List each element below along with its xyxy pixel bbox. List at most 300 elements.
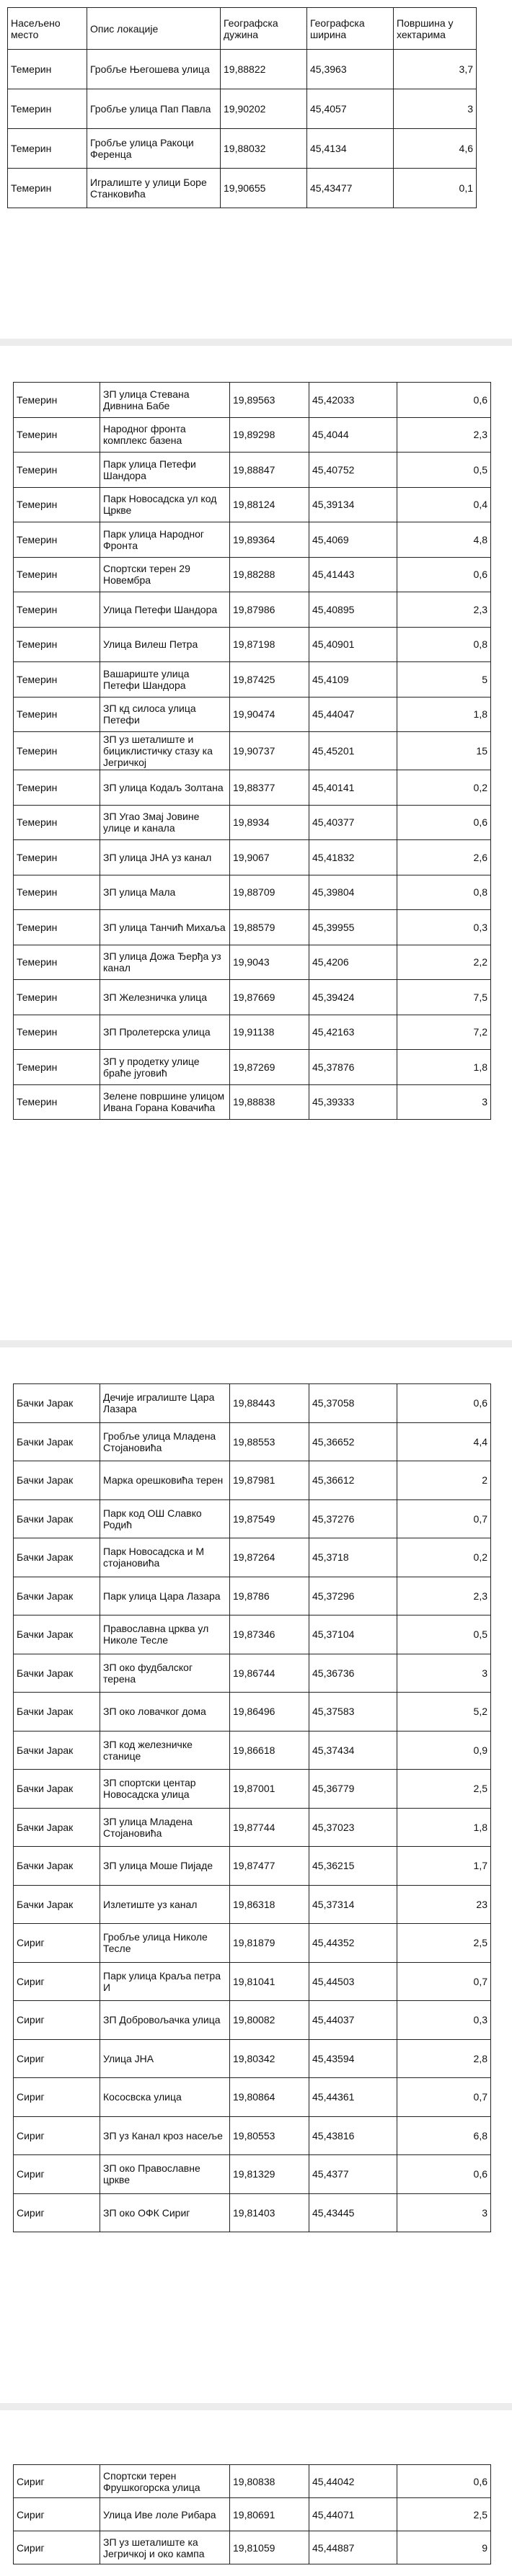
cell-description: Парк улица Краља петра И (100, 1962, 230, 2001)
cell-longitude: 19,88822 (221, 50, 307, 89)
cell-longitude: 19,90655 (221, 169, 307, 208)
cell-place: Бачки Јарак (14, 1422, 100, 1461)
cell-place: Темерин (14, 910, 100, 945)
cell-latitude: 45,43594 (309, 2039, 397, 2078)
cell-description: Излетиште уз канал (100, 1885, 230, 1924)
cell-longitude: 19,8934 (230, 805, 309, 840)
cell-longitude: 19,9067 (230, 840, 309, 875)
header-area: Површина у хектарима (394, 8, 477, 50)
table-row (14, 1885, 491, 1924)
cell-latitude: 45,44047 (309, 697, 397, 732)
cell-longitude: 19,90737 (230, 732, 309, 770)
cell-description: Парк код ОШ Славко Родић (100, 1499, 230, 1538)
cell-description: ЗП улица Младена Стојановића (100, 1808, 230, 1847)
cell-longitude: 19,90474 (230, 697, 309, 732)
cell-description: ЗП Угао Змај Јовине улице и канала (100, 805, 230, 840)
cell-place: Темерин (14, 383, 100, 418)
cell-latitude: 45,3718 (309, 1538, 397, 1577)
header-latitude: Географска ширина (307, 8, 394, 50)
cell-area: 0,7 (397, 1499, 491, 1538)
cell-description: ЗП око ловачког дома (100, 1693, 230, 1732)
cell-place: Темерин (14, 592, 100, 628)
cell-longitude: 19,80553 (230, 2116, 309, 2155)
cell-area: 3 (397, 1084, 491, 1120)
cell-place: Сириг (14, 2193, 100, 2232)
cell-longitude: 19,86496 (230, 1693, 309, 1732)
table-row (14, 662, 491, 698)
cell-area: 2,3 (397, 592, 491, 628)
cell-latitude: 45,44071 (309, 2498, 397, 2531)
table-row (14, 840, 491, 875)
cell-latitude: 45,39333 (309, 1084, 397, 1120)
cell-longitude: 19,8786 (230, 1577, 309, 1615)
cell-longitude: 19,88032 (221, 129, 307, 169)
table-row (14, 1461, 491, 1500)
cell-latitude: 45,45201 (309, 732, 397, 770)
cell-place: Темерин (14, 1050, 100, 1085)
cell-longitude: 19,87981 (230, 1461, 309, 1500)
cell-latitude: 45,40901 (309, 627, 397, 662)
cell-latitude: 45,39424 (309, 980, 397, 1015)
cell-place: Бачки Јарак (14, 1885, 100, 1924)
cell-area: 0,6 (397, 383, 491, 418)
cell-longitude: 19,91138 (230, 1015, 309, 1050)
cell-description: ЗП улица ЈНА уз канал (100, 840, 230, 875)
cell-area: 0,5 (397, 1615, 491, 1654)
cell-longitude: 19,87669 (230, 980, 309, 1015)
cell-area: 2,3 (397, 417, 491, 453)
cell-latitude: 45,37314 (309, 1885, 397, 1924)
cell-latitude: 45,4044 (309, 417, 397, 453)
page-gap (0, 339, 512, 346)
cell-area: 0,1 (394, 169, 477, 208)
cell-longitude: 19,88288 (230, 557, 309, 592)
cell-description: ЗП улица Стевана Дивнина Бабе (100, 383, 230, 418)
cell-longitude: 19,88838 (230, 1084, 309, 1120)
cell-latitude: 45,39134 (309, 487, 397, 522)
cell-description: Улица ЈНА (100, 2039, 230, 2078)
cell-latitude: 45,36736 (309, 1654, 397, 1693)
cell-place: Бачки Јарак (14, 1461, 100, 1500)
table-row (14, 1615, 491, 1654)
cell-place: Темерин (8, 89, 87, 129)
table-row (14, 1654, 491, 1693)
cell-longitude: 19,86744 (230, 1654, 309, 1693)
cell-longitude: 19,87744 (230, 1808, 309, 1847)
table-row (14, 697, 491, 732)
cell-longitude: 19,89364 (230, 522, 309, 558)
cell-latitude: 45,44352 (309, 1924, 397, 1963)
table-row (14, 2465, 491, 2498)
cell-area: 0,4 (397, 487, 491, 522)
table-row (14, 1847, 491, 1886)
cell-description: ЗП улица Мала (100, 875, 230, 910)
table-row (14, 2498, 491, 2531)
cell-place: Сириг (14, 2498, 100, 2531)
cell-longitude: 19,88443 (230, 1384, 309, 1423)
cell-area: 5,2 (397, 1693, 491, 1732)
cell-place: Сириг (14, 1962, 100, 2001)
cell-place: Темерин (14, 945, 100, 980)
cell-area: 7,2 (397, 1015, 491, 1050)
table-row (14, 1731, 491, 1770)
cell-description: Гробље Његошева улица (87, 50, 221, 89)
cell-description: Православна црква ул Николе Тесле (100, 1615, 230, 1654)
table-row (14, 980, 491, 1015)
page-gap (0, 1340, 512, 1347)
cell-area: 15 (397, 732, 491, 770)
cell-place: Темерин (14, 627, 100, 662)
cell-area: 5 (397, 662, 491, 698)
cell-latitude: 45,37296 (309, 1577, 397, 1615)
cell-area: 0,6 (397, 2465, 491, 2498)
header-description: Опис локације (87, 8, 221, 50)
cell-description: Гробље улица Ракоци Ференца (87, 129, 221, 169)
cell-longitude: 19,81059 (230, 2531, 309, 2564)
cell-area: 2,6 (397, 840, 491, 875)
cell-longitude: 19,81879 (230, 1924, 309, 1963)
cell-area: 0,7 (397, 1962, 491, 2001)
cell-latitude: 45,44361 (309, 2078, 397, 2117)
cell-area: 0,2 (397, 1538, 491, 1577)
cell-place: Темерин (14, 453, 100, 488)
table-row (14, 417, 491, 453)
cell-latitude: 45,37434 (309, 1731, 397, 1770)
cell-description: ЗП улица Танчић Михаља (100, 910, 230, 945)
cell-place: Бачки Јарак (14, 1577, 100, 1615)
cell-area: 0,5 (397, 453, 491, 488)
cell-latitude: 45,3963 (307, 50, 394, 89)
locations-table-page-3 (13, 1383, 491, 2232)
table-row (14, 945, 491, 980)
cell-longitude: 19,81041 (230, 1962, 309, 2001)
cell-place: Темерин (14, 662, 100, 698)
cell-latitude: 45,39955 (309, 910, 397, 945)
cell-area: 2,2 (397, 945, 491, 980)
cell-description: Парк Новосадска ул код Цркве (100, 487, 230, 522)
cell-place: Темерин (14, 557, 100, 592)
cell-latitude: 45,39804 (309, 875, 397, 910)
cell-latitude: 45,43445 (309, 2193, 397, 2232)
cell-description: ЗП уз Канал кроз насеље (100, 2116, 230, 2155)
cell-place: Темерин (8, 169, 87, 208)
cell-longitude: 19,81329 (230, 2155, 309, 2194)
cell-longitude: 19,88847 (230, 453, 309, 488)
table-row (14, 1015, 491, 1050)
cell-latitude: 45,36215 (309, 1847, 397, 1886)
cell-place: Темерин (14, 770, 100, 806)
cell-description: Улица Петефи Шандора (100, 592, 230, 628)
table-row (14, 1577, 491, 1615)
table-row (14, 1808, 491, 1847)
cell-description: Дечије игралиште Цара Лазара (100, 1384, 230, 1423)
cell-description: ЗП око ОФК Сириг (100, 2193, 230, 2232)
table-row (14, 732, 491, 770)
cell-place: Сириг (14, 2531, 100, 2564)
cell-description: ЗП улица Дожа Ђерђа уз канал (100, 945, 230, 980)
cell-description: Кососвска улица (100, 2078, 230, 2117)
cell-latitude: 45,37583 (309, 1693, 397, 1732)
table-row (14, 1693, 491, 1732)
cell-area: 0,9 (397, 1731, 491, 1770)
cell-place: Бачки Јарак (14, 1770, 100, 1809)
cell-description: Улица Вилеш Петра (100, 627, 230, 662)
cell-area: 4,4 (397, 1422, 491, 1461)
table-row (14, 627, 491, 662)
cell-place: Темерин (14, 1084, 100, 1120)
cell-area: 2,5 (397, 1924, 491, 1963)
table-row (14, 2001, 491, 2040)
cell-place: Темерин (14, 732, 100, 770)
cell-area: 4,8 (397, 522, 491, 558)
table-row (14, 557, 491, 592)
cell-place: Бачки Јарак (14, 1615, 100, 1654)
cell-description: Зелене површине улицом Ивана Горана Ковачића (100, 1084, 230, 1120)
table-row (14, 910, 491, 945)
table-row (8, 89, 477, 129)
locations-table-page-2 (13, 382, 491, 1120)
cell-latitude: 45,40752 (309, 453, 397, 488)
cell-longitude: 19,88553 (230, 1422, 309, 1461)
cell-area: 1,7 (397, 1847, 491, 1886)
cell-description: ЗП спортски центар Новосадска улица (100, 1770, 230, 1809)
cell-area: 0,3 (397, 2001, 491, 2040)
cell-place: Сириг (14, 1924, 100, 1963)
cell-longitude: 19,87001 (230, 1770, 309, 1809)
table-row (14, 2531, 491, 2564)
cell-longitude: 19,87549 (230, 1499, 309, 1538)
table-row (8, 169, 477, 208)
cell-area: 1,8 (397, 1808, 491, 1847)
cell-latitude: 45,4069 (309, 522, 397, 558)
cell-latitude: 45,42163 (309, 1015, 397, 1050)
table-row (14, 1084, 491, 1120)
table-row (14, 2039, 491, 2078)
cell-area: 2,5 (397, 2498, 491, 2531)
cell-place: Бачки Јарак (14, 1693, 100, 1732)
cell-place: Бачки Јарак (14, 1384, 100, 1423)
table-row (14, 875, 491, 910)
cell-latitude: 45,4377 (309, 2155, 397, 2194)
cell-place: Темерин (14, 840, 100, 875)
cell-place: Сириг (14, 2078, 100, 2117)
cell-description: Марка орешковића терен (100, 1461, 230, 1500)
cell-description: Парк улица Петефи Шандора (100, 453, 230, 488)
cell-area: 2 (397, 1461, 491, 1500)
cell-latitude: 45,41832 (309, 840, 397, 875)
page-gap (0, 2403, 512, 2410)
cell-place: Темерин (14, 697, 100, 732)
cell-description: Вашариште улица Петефи Шандора (100, 662, 230, 698)
cell-latitude: 45,37023 (309, 1808, 397, 1847)
cell-latitude: 45,40895 (309, 592, 397, 628)
cell-latitude: 45,37058 (309, 1384, 397, 1423)
cell-description: Спортски терен Фрушкогорска улица (100, 2465, 230, 2498)
cell-place: Сириг (14, 2039, 100, 2078)
cell-latitude: 45,44037 (309, 2001, 397, 2040)
cell-longitude: 19,88124 (230, 487, 309, 522)
cell-description: Спортски терен 29 Новембра (100, 557, 230, 592)
table-row (14, 1050, 491, 1085)
cell-longitude: 19,86318 (230, 1885, 309, 1924)
cell-longitude: 19,87264 (230, 1538, 309, 1577)
cell-area: 0,8 (397, 627, 491, 662)
table-row (8, 50, 477, 89)
cell-place: Бачки Јарак (14, 1499, 100, 1538)
cell-description: ЗП улица Кодаљ Золтана (100, 770, 230, 806)
cell-description: ЗП Железничка улица (100, 980, 230, 1015)
cell-description: ЗП улица Моше Пијаде (100, 1847, 230, 1886)
cell-area: 0,3 (397, 910, 491, 945)
table-row (14, 1962, 491, 2001)
table-row (14, 1499, 491, 1538)
cell-area: 3,7 (394, 50, 477, 89)
cell-latitude: 45,4109 (309, 662, 397, 698)
cell-area: 0,2 (397, 770, 491, 806)
cell-description: ЗП Добровољачка улица (100, 2001, 230, 2040)
cell-area: 0,8 (397, 875, 491, 910)
cell-description: ЗП уз шеталиште и бициклистичку стазу ка Јегричкој (100, 732, 230, 770)
cell-place: Темерин (14, 980, 100, 1015)
cell-place: Бачки Јарак (14, 1808, 100, 1847)
header-longitude: Географска дужина (221, 8, 307, 50)
table-row (14, 1538, 491, 1577)
cell-latitude: 45,36612 (309, 1461, 397, 1500)
cell-latitude: 45,4134 (307, 129, 394, 169)
cell-area: 0,6 (397, 2155, 491, 2194)
cell-longitude: 19,87269 (230, 1050, 309, 1085)
cell-area: 0,6 (397, 1384, 491, 1423)
cell-area: 3 (394, 89, 477, 129)
cell-place: Сириг (14, 2116, 100, 2155)
cell-area: 0,6 (397, 805, 491, 840)
cell-description: ЗП кд силоса улица Петефи (100, 697, 230, 732)
cell-description: Народног фронта комплекс базена (100, 417, 230, 453)
cell-longitude: 19,80082 (230, 2001, 309, 2040)
cell-place: Темерин (14, 487, 100, 522)
cell-description: ЗП у продетку улице браће југовић (100, 1050, 230, 1085)
cell-place: Темерин (8, 129, 87, 169)
cell-place: Сириг (14, 2001, 100, 2040)
cell-place: Сириг (14, 2465, 100, 2498)
cell-longitude: 19,87477 (230, 1847, 309, 1886)
table-row (14, 770, 491, 806)
table-row (14, 2155, 491, 2194)
locations-table-page-1 (7, 7, 477, 208)
table-row (14, 592, 491, 628)
cell-area: 0,6 (397, 557, 491, 592)
table-row (14, 2193, 491, 2232)
cell-place: Бачки Јарак (14, 1654, 100, 1693)
locations-table-page-4 (13, 2464, 491, 2564)
cell-longitude: 19,88377 (230, 770, 309, 806)
cell-description: Парк Новосадска и М стојановића (100, 1538, 230, 1577)
cell-description: Улица Иве лоле Рибара (100, 2498, 230, 2531)
cell-area: 3 (397, 1654, 491, 1693)
table-row (14, 487, 491, 522)
table-row (14, 1384, 491, 1423)
cell-place: Сириг (14, 2155, 100, 2194)
table-row (14, 2078, 491, 2117)
table-row (14, 1422, 491, 1461)
cell-area: 1,8 (397, 697, 491, 732)
cell-area: 4,6 (394, 129, 477, 169)
table-row (14, 453, 491, 488)
table-row (14, 2116, 491, 2155)
cell-longitude: 19,87346 (230, 1615, 309, 1654)
cell-place: Бачки Јарак (14, 1847, 100, 1886)
cell-place: Темерин (14, 1015, 100, 1050)
cell-area: 2,5 (397, 1770, 491, 1809)
cell-latitude: 45,4206 (309, 945, 397, 980)
cell-place: Темерин (14, 522, 100, 558)
cell-description: ЗП око фудбалског терена (100, 1654, 230, 1693)
cell-description: Гробље улица Пап Павла (87, 89, 221, 129)
cell-longitude: 19,88709 (230, 875, 309, 910)
cell-area: 0,7 (397, 2078, 491, 2117)
cell-latitude: 45,37276 (309, 1499, 397, 1538)
cell-latitude: 45,44887 (309, 2531, 397, 2564)
cell-longitude: 19,87198 (230, 627, 309, 662)
table-row (14, 805, 491, 840)
cell-description: Игралиште у улици Боре Станковића (87, 169, 221, 208)
cell-area: 9 (397, 2531, 491, 2564)
cell-longitude: 19,80342 (230, 2039, 309, 2078)
cell-area: 3 (397, 2193, 491, 2232)
cell-latitude: 45,37104 (309, 1615, 397, 1654)
table-row (8, 129, 477, 169)
cell-area: 2,3 (397, 1577, 491, 1615)
cell-latitude: 45,44042 (309, 2465, 397, 2498)
table-row (14, 1924, 491, 1963)
cell-description: ЗП код железничке станице (100, 1731, 230, 1770)
cell-longitude: 19,9043 (230, 945, 309, 980)
cell-longitude: 19,80691 (230, 2498, 309, 2531)
cell-latitude: 45,44503 (309, 1962, 397, 2001)
cell-description: ЗП уз шеталиште ка Јегричкој и око кампа (100, 2531, 230, 2564)
cell-longitude: 19,87986 (230, 592, 309, 628)
cell-area: 6,8 (397, 2116, 491, 2155)
cell-latitude: 45,40377 (309, 805, 397, 840)
header-place: Насељено место (8, 8, 87, 50)
cell-longitude: 19,86618 (230, 1731, 309, 1770)
cell-latitude: 45,4057 (307, 89, 394, 129)
cell-latitude: 45,36652 (309, 1422, 397, 1461)
cell-place: Темерин (14, 875, 100, 910)
cell-latitude: 45,42033 (309, 383, 397, 418)
cell-latitude: 45,43816 (309, 2116, 397, 2155)
cell-latitude: 45,43477 (307, 169, 394, 208)
cell-description: ЗП око Православне цркве (100, 2155, 230, 2194)
cell-place: Темерин (8, 50, 87, 89)
cell-area: 7,5 (397, 980, 491, 1015)
cell-description: Парк улица Цара Лазара (100, 1577, 230, 1615)
cell-area: 1,8 (397, 1050, 491, 1085)
table-row (14, 522, 491, 558)
cell-latitude: 45,41443 (309, 557, 397, 592)
cell-longitude: 19,90202 (221, 89, 307, 129)
cell-place: Темерин (14, 417, 100, 453)
cell-longitude: 19,87425 (230, 662, 309, 698)
cell-place: Темерин (14, 805, 100, 840)
cell-description: ЗП Пролетерска улица (100, 1015, 230, 1050)
cell-latitude: 45,37876 (309, 1050, 397, 1085)
cell-longitude: 19,81403 (230, 2193, 309, 2232)
cell-longitude: 19,89298 (230, 417, 309, 453)
cell-place: Бачки Јарак (14, 1731, 100, 1770)
cell-latitude: 45,36779 (309, 1770, 397, 1809)
cell-longitude: 19,80838 (230, 2465, 309, 2498)
